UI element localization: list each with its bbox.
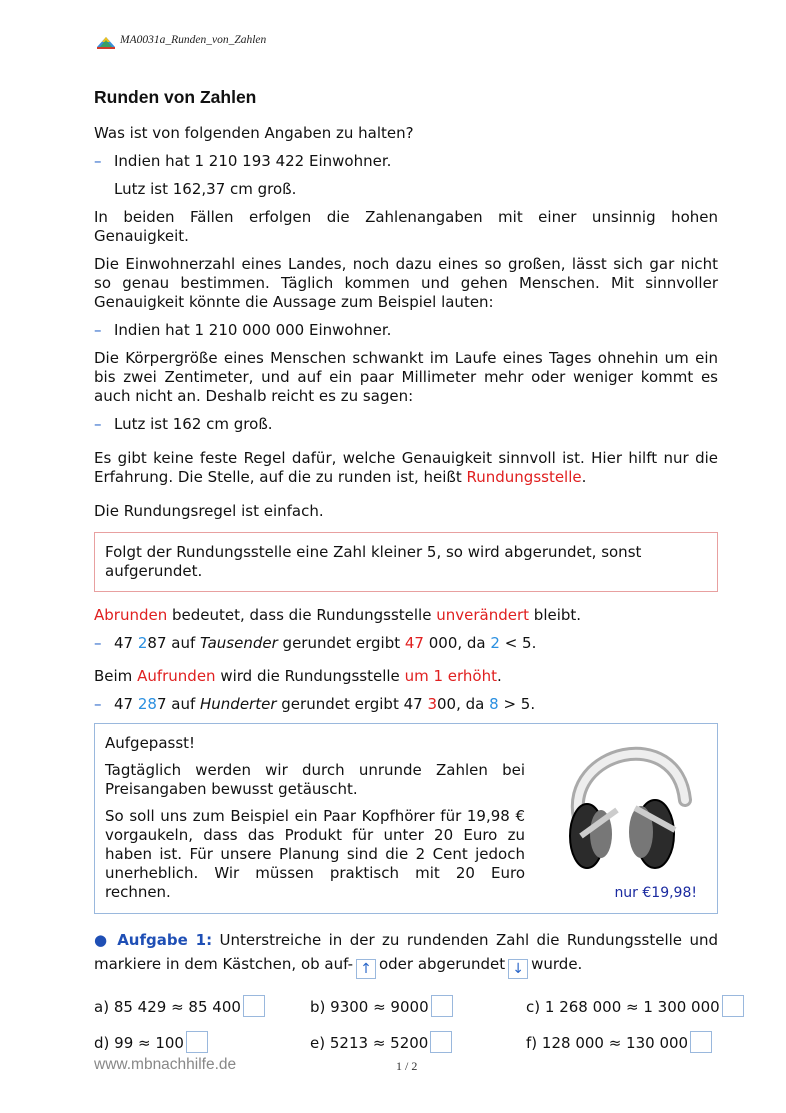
aufrunden-example: – 47 287 auf Hunderter gerundet ergibt 47 300, da 8 > 5. bbox=[94, 695, 536, 713]
population-paragraph: Die Einwohnerzahl eines Landes, noch dazu eines so großen, lässt sich gar nicht so genau bestimmen. Täglich kommen und gehen Menschen. Mit sinnvoller Genauigkeit könnte die Aussage zum Beispiel lauten: bbox=[94, 255, 718, 311]
abrunden-example: – 47 287 auf Tausender gerundet ergibt 47 000, da 2 < 5. bbox=[94, 634, 537, 652]
intro-question: Was ist von folgenden Angaben zu halten? bbox=[94, 124, 414, 142]
answer-checkbox-c[interactable] bbox=[722, 995, 744, 1017]
claim-height-rounded: – Lutz ist 162 cm groß. bbox=[94, 415, 273, 433]
answer-checkbox-e[interactable] bbox=[430, 1031, 452, 1053]
task-instruction: ● Aufgabe 1: Unterstreiche in der zu rundenden Zahl die Rundungsstelle und markiere in dem Kästchen, ob auf- ↑ oder abgerundet ↓ wurde. bbox=[94, 931, 718, 977]
rule-text: Folgt der Rundungsstelle eine Zahl kleiner 5, so wird abgerundet, sonst aufgerundet. bbox=[105, 543, 642, 580]
hint-paragraph-1: Tagtäglich werden wir durch unrunde Zahlen bei Preisangaben bewusst getäuscht. bbox=[105, 761, 525, 798]
exercise-e: e) 5213 ≈ 5200 bbox=[310, 1031, 526, 1053]
hint-text bbox=[105, 734, 525, 902]
term-rundungsstelle: Rundungsstelle bbox=[466, 468, 582, 486]
task-title: Aufgabe 1: bbox=[117, 931, 213, 949]
headphones-icon bbox=[557, 730, 697, 878]
hint-title: Aufgepasst! bbox=[105, 734, 196, 752]
exercise-b: b) 9300 ≈ 9000 bbox=[310, 995, 526, 1017]
footer-url[interactable]: www.mbnachhilfe.de bbox=[94, 1056, 237, 1073]
rule-intro: Die Rundungsregel ist einfach. bbox=[94, 502, 324, 520]
dash-bullet: – bbox=[94, 152, 102, 170]
document-id: MA0031a_Runden_von_Zahlen bbox=[120, 34, 267, 46]
answer-checkbox-d[interactable] bbox=[186, 1031, 208, 1053]
rule-paragraph: Es gibt keine feste Regel dafür, welche Genauigkeit sinnvoll ist. Hier hilft nur die Erfahrung. Die Stelle, auf die zu runden ist, heißt Rundungsstelle. bbox=[94, 449, 718, 486]
answer-checkbox-a[interactable] bbox=[243, 995, 265, 1017]
exercise-f: f) 128 000 ≈ 130 000 bbox=[526, 1031, 718, 1053]
exercise-d: d) 99 ≈ 100 bbox=[94, 1031, 310, 1053]
claim-population: – Indien hat 1 210 193 422 Einwohner. bbox=[94, 152, 392, 170]
price-tag: nur €19,98! bbox=[614, 885, 697, 901]
round-down-arrow-icon: ↓ bbox=[508, 959, 528, 979]
page-number: 1 / 2 bbox=[396, 1059, 418, 1073]
page-title: Runden von Zahlen bbox=[94, 87, 257, 107]
logo-icon bbox=[96, 36, 116, 50]
claim-population-rounded: – Indien hat 1 210 000 000 Einwohner. bbox=[94, 321, 392, 339]
hint-box bbox=[94, 723, 718, 914]
rule-box bbox=[94, 532, 718, 592]
exercise-a: a) 85 429 ≈ 85 400 bbox=[94, 995, 310, 1017]
answer-checkbox-f[interactable] bbox=[690, 1031, 712, 1053]
claim-height: Lutz ist 162,37 cm groß. bbox=[114, 180, 297, 198]
abrunden-definition: Abrunden bedeutet, dass die Rundungsstelle unverändert bleibt. bbox=[94, 606, 582, 624]
round-up-arrow-icon: ↑ bbox=[356, 959, 376, 979]
answer-checkbox-b[interactable] bbox=[431, 995, 453, 1017]
exercise-grid bbox=[94, 995, 718, 1053]
worksheet bbox=[94, 88, 718, 1053]
aufrunden-definition: Beim Aufrunden wird die Rundungsstelle um 1 erhöht. bbox=[94, 667, 502, 685]
hint-paragraph-2: So soll uns zum Beispiel ein Paar Kopfhörer für 19,98 € vorgaukeln, dass das Produkt für unter 20 Euro zu haben ist. Für unsere Planung sind die 2 Cent jedoch unerheblich. Wir müssen praktisch mit 20 Euro rechnen. bbox=[105, 807, 525, 901]
height-paragraph: Die Körpergröße eines Menschen schwankt im Laufe eines Tages ohnehin um ein bis zwei Zentimeter, und auf ein paar Millimeter mehr oder weniger kommt es auch nicht an. Deshalb reicht es zu sagen: bbox=[94, 349, 718, 405]
exercise-c: c) 1 268 000 ≈ 1 300 000 bbox=[526, 995, 718, 1017]
precision-paragraph: In beiden Fällen erfolgen die Zahlenangaben mit einer unsinnig hohen Genauigkeit. bbox=[94, 208, 718, 245]
